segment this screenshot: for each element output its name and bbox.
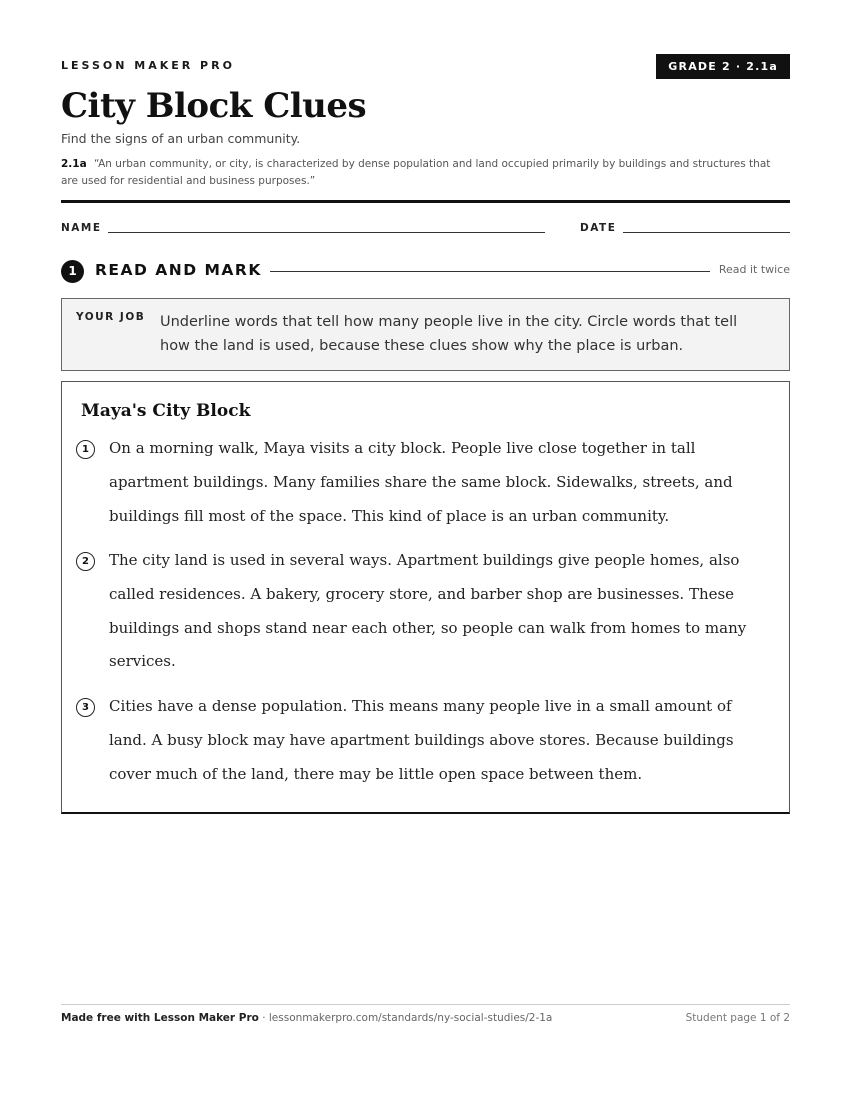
header-divider (61, 200, 790, 203)
footer-divider (61, 1004, 790, 1005)
section-divider (270, 271, 710, 272)
footer-url[interactable]: lessonmakerpro.com/standards/ny-social-studies/2-1a (268, 1012, 553, 1024)
name-field[interactable] (108, 232, 545, 233)
paragraph-text-2: The city land is used in several ways. Apartment buildings give people homes, also called residences. A bakery, grocery store, and barber shop are businesses. These buildings and shops stand near each other, so people can walk from homes to many services. (109, 551, 747, 671)
story-box (61, 381, 790, 814)
section-number-badge: 1 (61, 260, 84, 283)
page-title: City Block Clues (61, 86, 367, 126)
page-subtitle: Find the signs of an urban community. (61, 131, 301, 146)
job-text: Underline words that tell how many people live in the city. Circle words that tell how the land is used, because these clues show why the place is urban. (160, 314, 738, 354)
paragraph-text-3: Cities have a dense population. This means many people live in a small amount of land. A busy block may have apartment buildings above stores. Because buildings cover much of the land, there may be little open space between them. (109, 697, 734, 783)
footer-separator: · (258, 1012, 269, 1024)
section-note: Read it twice (718, 263, 790, 276)
section-title: READ AND MARK (95, 261, 262, 279)
name-label: NAME (61, 222, 102, 234)
job-label: YOUR JOB (76, 311, 146, 323)
date-label: DATE (580, 222, 617, 234)
section-header (61, 259, 790, 283)
paragraph-number-3: 3 (76, 698, 95, 717)
paragraph-text-1: On a morning walk, Maya visits a city block. People live close together in tall apartment buildings. Many families share the same block. Sidewalks, streets, and buildings fill most of the space. This kind of place is an urban community. (109, 439, 733, 525)
footer-made-with: Made free with Lesson Maker Pro (61, 1012, 259, 1024)
date-field[interactable] (623, 232, 790, 233)
job-instructions-box (61, 298, 790, 371)
footer-credit (61, 1012, 552, 1024)
footer-page-number: Student page 1 of 2 (685, 1012, 790, 1024)
standard-statement (61, 156, 790, 190)
story-title: Maya's City Block (81, 401, 251, 421)
standard-text: “An urban community, or city, is characterized by dense population and land occupied primarily by buildings and structures that are used for residential and business purposes.” (61, 158, 771, 187)
brand-name: LESSON MAKER PRO (61, 59, 235, 72)
grade-badge: GRADE 2 · 2.1a (656, 54, 790, 79)
paragraph-number-2: 2 (76, 552, 95, 571)
paragraph-number-1: 1 (76, 440, 95, 459)
standard-code: 2.1a (61, 158, 87, 170)
